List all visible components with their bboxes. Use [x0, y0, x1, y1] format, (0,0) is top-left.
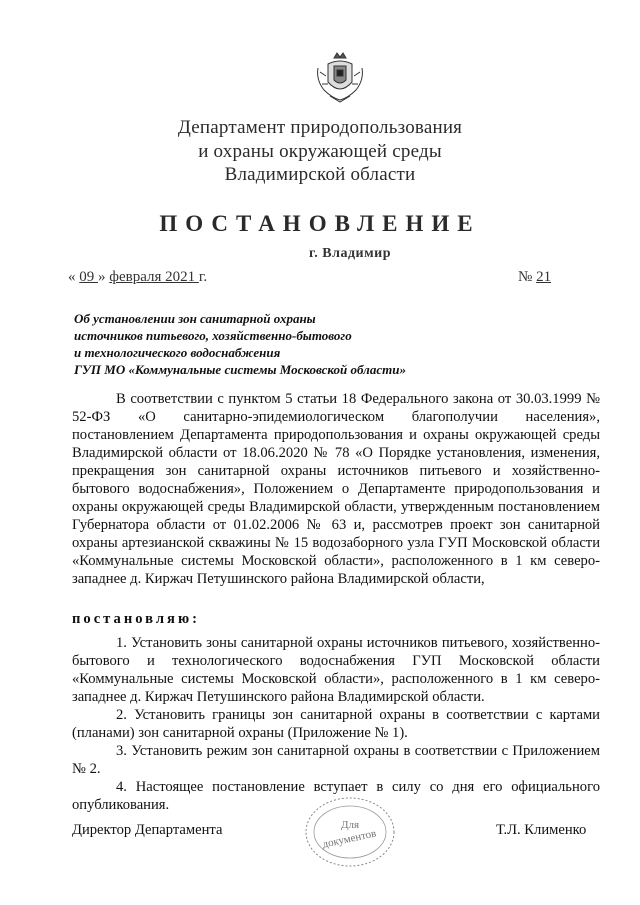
org-name-line-2: и охраны окружающей среды — [198, 141, 442, 162]
decree-item: 3. Установить режим зон санитарной охраны в соответствии с Приложением № 2. — [72, 743, 600, 777]
decree-item: 1. Установить зоны санитарной охраны источников питьевого, хозяйственно-бытового и технологического водоснабжения ГУП Московской области «Коммунальные системы Московской области», расположенного в 1 км северо-западнее д. Киржач Петушинского района Владимирской области. — [72, 635, 600, 705]
number-value: 21 — [536, 269, 552, 285]
signatory-position: Директор Департамента — [72, 822, 223, 838]
date-month-year: февраля 2021 — [109, 269, 199, 285]
subject-block — [74, 310, 406, 378]
city-line: г. Владимир — [308, 246, 391, 261]
subject-line: Об установлении зон санитарной охраны — [74, 311, 316, 326]
intro-paragraph: В соответствии с пунктом 5 статьи 18 Федерального закона от 30.03.1999 № 52-ФЗ «О санитарно-эпидемиологическом благополучии населения», постановлением Департамента природопользования и охраны окружающей среды Владимирской области от 18.06.2020 № 78 «О Порядке установления, изменения, прекращения зон санитарной охраны источников питьевого и хозяйственно-бытового водоснабжения», Положением о Департаменте природопользования и охраны окружающей среды Владимирской области, утвержденным постановлением Губернатора области от 01.02.2006 № 63 и, рассмотрев проект зон санитарной охраны артезианской скважины № 15 водозаборного узла ГУП Московской области «Коммунальные системы Московской области», расположенного в 1 км северо-западнее д. Киржач Петушинского района Владимирской области, — [72, 391, 600, 587]
date-close-quote: » — [98, 269, 110, 285]
date-day: 09 — [79, 269, 98, 285]
subject-line: ГУП МО «Коммунальные системы Московской области» — [74, 362, 406, 377]
document-type-heading: ПОСТАНОВЛЕНИЕ — [159, 211, 481, 236]
decree-item: 4. Настоящее постановление вступает в силу со дня его официального опубликования. — [72, 779, 600, 813]
document-date — [68, 269, 207, 286]
org-name-line-3: Владимирской области — [224, 164, 416, 185]
signatory-name: Т.Л. Клименко — [496, 822, 587, 838]
subject-line: и технологического водоснабжения — [74, 345, 281, 360]
date-suffix: г. — [198, 269, 208, 285]
stamp-text-line-1: Для — [340, 819, 360, 831]
document-number — [518, 269, 551, 286]
decree-item: 2. Установить границы зон санитарной охраны в соответствии с картами (планами) зон санитарной охраны (Приложение № 1). — [72, 707, 600, 741]
subject-line: источников питьевого, хозяйственно-бытового — [74, 328, 352, 343]
decree-word: постановляю: — [72, 611, 200, 627]
document-stamp — [300, 790, 400, 870]
coat-of-arms-emblem — [312, 50, 368, 106]
number-prefix: № — [518, 269, 537, 285]
decree-items — [72, 634, 600, 814]
intro-section — [72, 390, 600, 588]
stamp-text-line-2: документов — [321, 827, 378, 851]
date-open-quote: « — [68, 269, 80, 285]
org-name-line-1: Департамент природопользования — [177, 117, 463, 138]
